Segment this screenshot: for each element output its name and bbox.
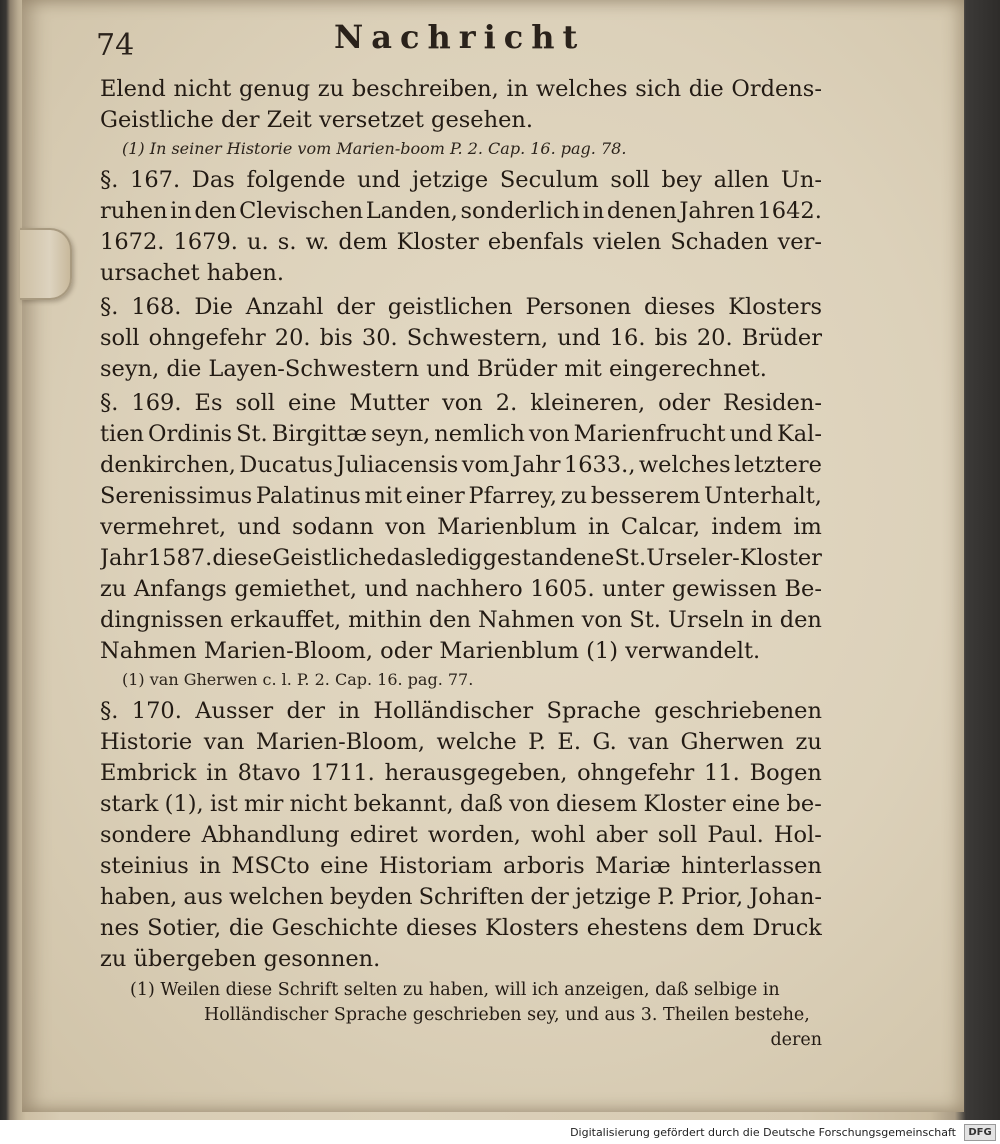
text-line: nes Sotier, die Geschichte dieses Klosters ehestens dem Druck [100,915,822,941]
footnote-line: Holländischer Sprache geschrieben sey, und aus 3. Theilen bestehe, [204,1005,810,1025]
text-line: denkirchen, Ducatus Juliacensis vom Jahr 1633., welches letztere [100,452,822,478]
text-line: soll ohngefehr 20. bis 30. Schwestern, und 16. bis 20. Brüder [100,325,822,351]
text-line: Jahr 1587. diese Geistliche das ledig gestandene St. Urseler-Kloster [100,545,822,571]
page-number: 74 [96,28,135,63]
text-line: dingnissen erkauffet, mithin den Nahmen von St. Urseln in den [100,607,822,633]
text-line: zu Anfangs gemiethet, und nachhero 1605. unter gewissen Be- [100,576,822,602]
paragraph-167-line: §. 167. Das folgende und jetzige Seculum soll bey allen Un- [100,167,822,193]
funding-note: Digitalisierung gefördert durch die Deutsche Forschungsgemeinschaft [570,1125,956,1139]
paragraph-170-line: §. 170. Ausser der in Holländischer Sprache geschriebenen [100,698,822,724]
text-line: ruhen in den Clevischen Landen, sonderlich in denen Jahren 1642. [100,198,822,224]
text-line: zu übergeben gesonnen. [100,946,381,972]
footnote-line: (1) In seiner Historie vom Marien-boom P. 2. Cap. 16. pag. 78. [122,139,627,158]
digitization-footer [0,1120,1000,1144]
running-title: Nachricht [334,18,586,56]
paragraph-168-line: §. 168. Die Anzahl der geistlichen Personen dieses Klosters [100,294,822,320]
text-line: Embrick in 8tavo 1711. herausgegeben, ohngefehr 11. Bogen [100,760,822,786]
text-line: Historie van Marien-Bloom, welche P. E. G. van Gherwen zu [100,729,822,755]
text-line: vermehret, und sodann von Marienblum in Calcar, indem im [100,514,822,540]
text-line: seyn, die Layen-Schwestern und Brüder mit eingerechnet. [100,356,767,382]
text-line: ursachet haben. [100,260,285,286]
page-tab-marker [20,228,72,300]
text-line: Elend nicht genug zu beschreiben, in welches sich die Ordens- [100,76,822,102]
text-line: Geistliche der Zeit versetzet gesehen. [100,107,534,133]
text-line: stark (1), ist mir nicht bekannt, daß von diesem Kloster eine be- [100,791,822,817]
text-line: haben, aus welchen beyden Schriften der jetzige P. Prior, Johan- [100,884,822,910]
text-line: sondere Abhandlung ediret worden, wohl aber soll Paul. Hol- [100,822,822,848]
text-line: Serenissimus Palatinus mit einer Pfarrey, zu besserem Unterhalt, [100,483,822,509]
paragraph-169-line: §. 169. Es soll eine Mutter von 2. kleineren, oder Residen- [100,390,822,416]
text-line: steinius in MSCto eine Historiam arboris Mariæ hinterlassen [100,853,822,879]
text-line: tien Ordinis St. Birgittæ seyn, nemlich von Marienfrucht und Kal- [100,421,822,447]
page-body [100,74,822,1053]
text-line: Nahmen Marien-Bloom, oder Marienblum (1) verwandelt. [100,638,761,664]
text-line: 1672. 1679. u. s. w. dem Kloster ebenfals vielen Schaden ver- [100,229,822,255]
footnote-line: (1) van Gherwen c. l. P. 2. Cap. 16. pag. 77. [122,670,474,689]
catchword: deren [770,1030,822,1050]
footnote-line: (1) Weilen diese Schrift selten zu haben, will ich anzeigen, daß selbige in [130,980,780,1000]
dfg-logo: DFG [964,1124,996,1141]
